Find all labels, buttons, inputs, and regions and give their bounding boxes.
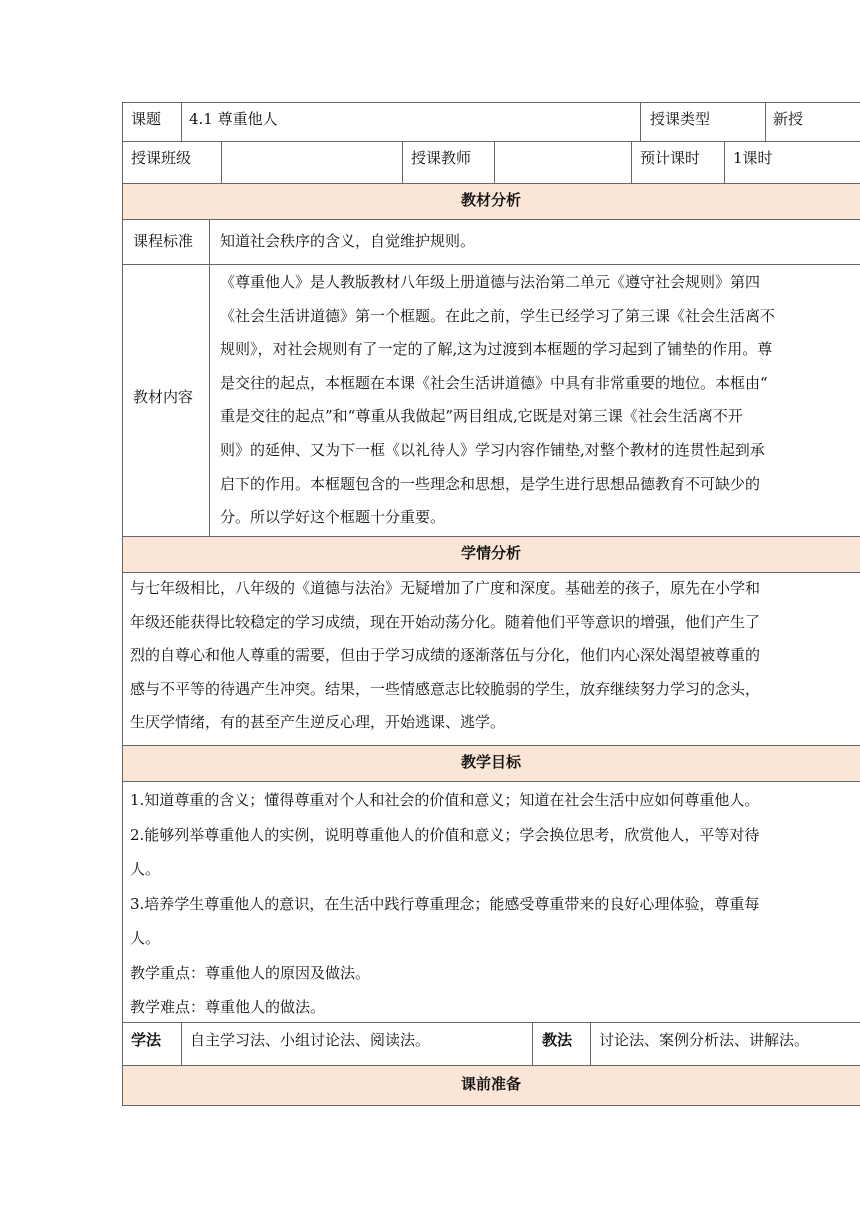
- hours-label: 预计课时: [640, 149, 701, 167]
- goal-line: 教学重点：尊重他人的原因及做法。: [130, 963, 371, 982]
- learner-line: 与七年级相比，八年级的《道德与法治》无疑增加了广度和深度。基础差的孩子，原先在小学和: [130, 579, 761, 597]
- topic-value: 4.1 尊重他人: [189, 110, 278, 128]
- study-method-label: 学法: [131, 1031, 162, 1049]
- learner-line: 年级还能获得比较稳定的学习成绩，现在开始动荡分化。随着他们平等意识的增强，他们产生了: [130, 612, 761, 631]
- teach-method-value: 讨论法、案例分析法、讲解法。: [599, 1031, 810, 1049]
- teach-method-label: 教法: [542, 1031, 573, 1049]
- goal-line: 人。: [130, 929, 161, 947]
- goal-line: 3.培养学生尊重他人的意识，在生活中践行尊重理念；能感受尊重带来的良好心理体验，尊重每: [130, 894, 760, 913]
- content-line: 则》的延伸、又为下一框《以礼待人》学习内容作铺垫,对整个教材的连贯性起到承: [220, 440, 765, 459]
- content-line: 分。所以学好这个框题十分重要。: [220, 508, 446, 527]
- learner-line: 感与不平等的待遇产生冲突。结果，一些情感意志比较脆弱的学生，放弃继续努力学习的念头，: [130, 679, 761, 698]
- section-title-goals: 教学目标: [460, 753, 521, 771]
- goal-line: 教学难点：尊重他人的做法。: [130, 998, 326, 1016]
- standard-text: 知道社会秩序的含义，自觉维护规则。: [220, 232, 476, 250]
- content-line: 《尊重他人》是人教版教材八年级上册道德与法治第二单元《遵守社会规则》第四: [220, 273, 761, 291]
- learner-line: 烈的自尊心和他人尊重的需要，但由于学习成绩的逐渐落伍与分化，他们内心深处渴望被尊重的: [130, 646, 761, 665]
- content-line: 重是交往的起点”和“尊重从我做起”两目组成,它既是对第三课《社会生活离不开: [220, 407, 743, 426]
- hours-value: 1课时: [733, 149, 773, 167]
- goal-line: 人。: [130, 860, 161, 878]
- content-line: 规则》，对社会规则有了一定的了解,这为过渡到本框题的学习起到了铺垫的作用。尊: [220, 340, 773, 359]
- goal-line: 1.知道尊重的含义；懂得尊重对个人和社会的价值和意义；知道在社会生活中应如何尊重他人。: [130, 791, 760, 809]
- teacher-label: 授课教师: [411, 149, 472, 167]
- goal-line: 2.能够列举尊重他人的实例，说明尊重他人的价值和意义；学会换位思考，欣赏他人，平等对待: [130, 825, 760, 844]
- standard-label: 课程标准: [133, 232, 194, 250]
- class-label: 授课班级: [131, 149, 192, 167]
- lesson-type-value: 新授: [773, 110, 804, 128]
- lesson-type-label: 授课类型: [650, 110, 711, 128]
- content-line: 《社会生活讲道德》第一个框题。在此之前，学生已经学习了第三课《社会生活离不: [220, 306, 776, 325]
- study-method-value: 自主学习法、小组讨论法、阅读法。: [190, 1031, 431, 1049]
- goals-paragraph: [130, 783, 860, 1025]
- topic-label: 课题: [131, 110, 162, 128]
- learner-paragraph: [130, 572, 860, 740]
- content-line: 启下的作用。本框题包含的一些理念和思想，是学生进行思想品德教育不可缺少的: [220, 474, 761, 493]
- section-title-textbook-analysis: 教材分析: [460, 191, 521, 209]
- learner-line: 生厌学情绪，有的甚至产生逆反心理，开始逃课、逃学。: [130, 713, 506, 732]
- section-title-learner-analysis: 学情分析: [460, 544, 521, 562]
- content-label: 教材内容: [133, 388, 194, 406]
- section-title-prep: 课前准备: [460, 1075, 521, 1093]
- content-paragraph: [220, 266, 860, 535]
- content-line: 是交往的起点，本框题在本课《社会生活讲道德》中具有非常重要的地位。本框由“: [220, 373, 768, 392]
